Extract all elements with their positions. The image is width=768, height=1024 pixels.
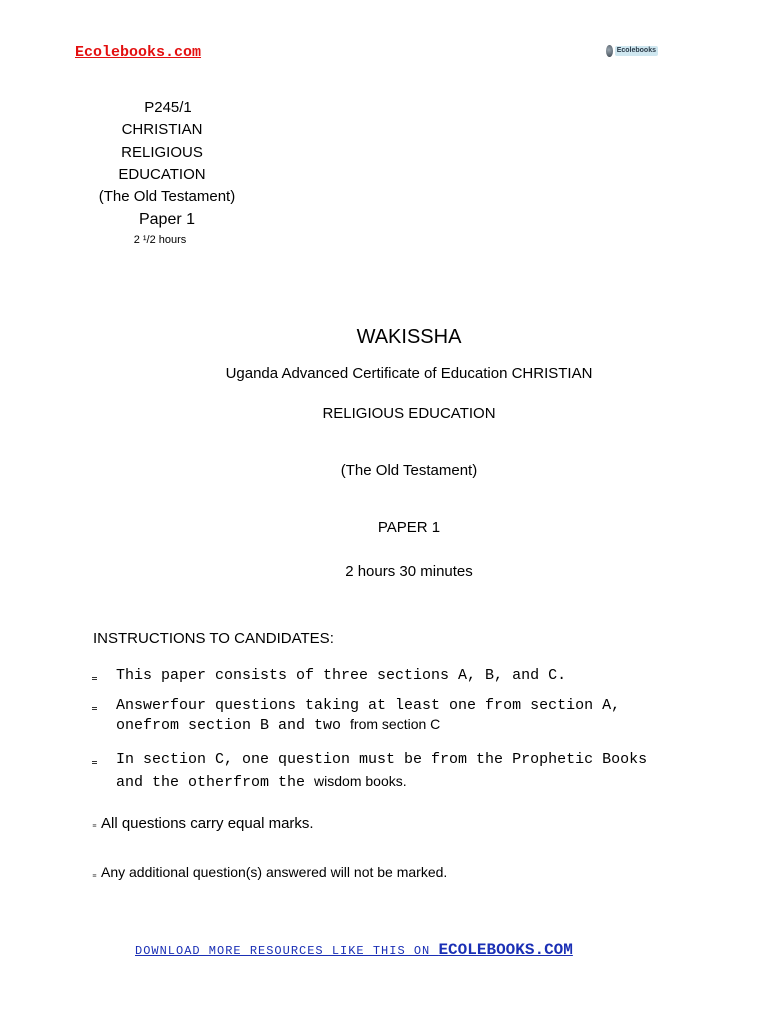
instruction-2-line2-sans: from section C [350,716,441,732]
instruction-3-line2-mono: and the otherfrom the [116,774,315,791]
download-resources-link[interactable] [135,941,573,959]
site-link[interactable]: Ecolebooks.com [75,44,202,61]
instruction-4: All questions carry equal marks. [101,815,314,832]
footer-prefix: DOWNLOAD MORE RESOURCES LIKE THIS ON [135,944,439,958]
instructions-title: INSTRUCTIONS TO CANDIDATES: [93,630,334,647]
instruction-3-line1: In section C, one question must be from the Prophetic Books [116,751,648,768]
bullet-icon [93,824,97,828]
instruction-2-line1: Answerfour questions taking at least one from section A, [116,697,621,714]
instruction-3-line2 [116,773,407,791]
logo-globe-icon [606,45,613,57]
instruction-2-line2-mono: onefrom section B and two [116,717,351,734]
testament-line: (The Old Testament) [340,462,478,479]
bullet-icon [92,676,97,681]
certificate-line: Uganda Advanced Certificate of Education CHRISTIAN [225,365,593,382]
bullet-icon [92,706,97,711]
cover-paper: Paper 1 [138,211,196,228]
bullet-icon [93,874,97,878]
org-title: WAKISSHA [356,326,462,348]
instruction-5: Any additional question(s) answered will not be marked. [101,864,448,880]
duration-line: 2 hours 30 minutes [345,563,473,580]
instruction-3-line2-sans: wisdom books. [314,773,407,789]
subject-line: RELIGIOUS EDUCATION [322,405,496,422]
instruction-2-line2 [116,716,440,734]
ecolebooks-logo [606,44,658,58]
cover-subject-line2: RELIGIOUS [121,144,203,161]
paper-code: P245/1 [144,99,192,116]
cover-subject-line1: CHRISTIAN [121,121,203,138]
logo-text: Ecolebooks [616,47,656,54]
cover-subject-line3: EDUCATION [118,166,206,183]
instruction-1: This paper consists of three sections A, B, and C. [116,667,567,684]
footer-site: ECOLEBOOKS.COM [438,941,573,959]
paper-line: PAPER 1 [377,519,441,536]
cover-subject-line4: (The Old Testament) [98,188,236,205]
bullet-icon [92,760,97,765]
cover-hours: 2 ¹/2 hours [133,234,187,246]
